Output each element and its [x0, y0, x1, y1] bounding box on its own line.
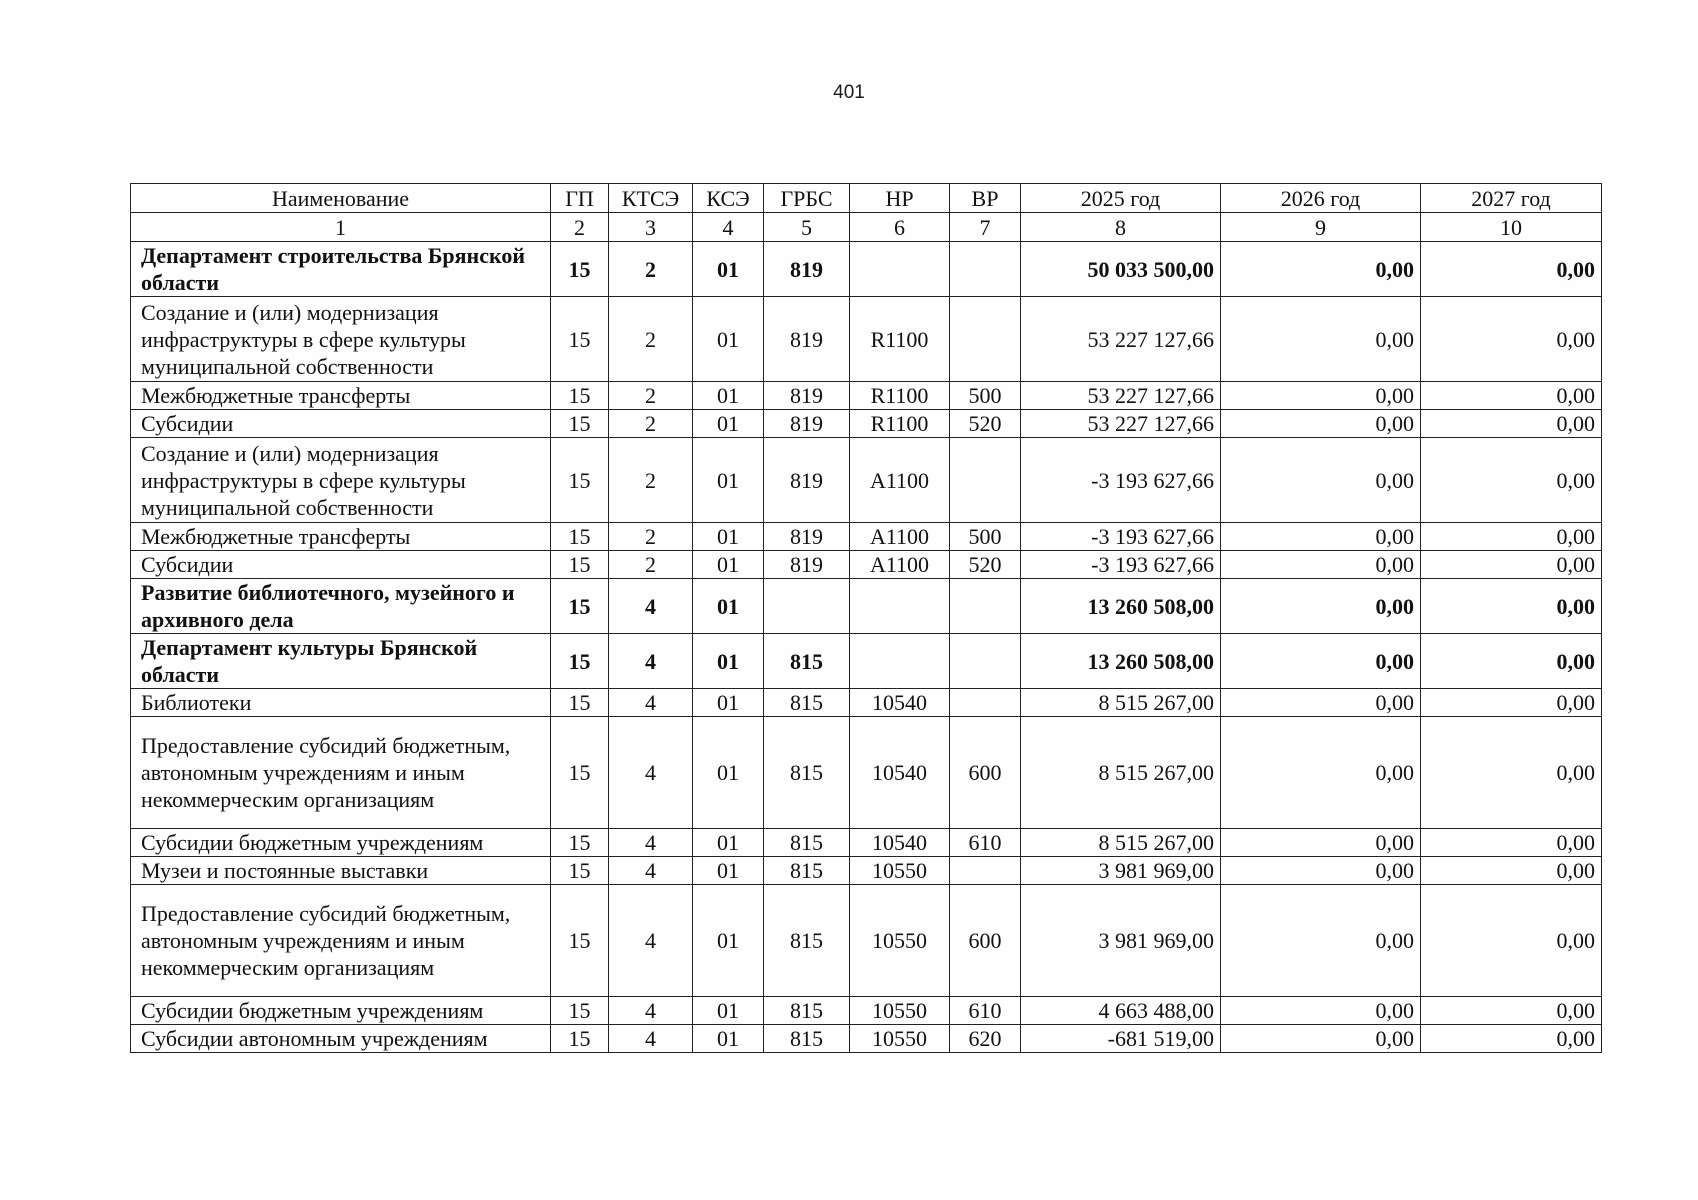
row-kse: 01 — [693, 997, 764, 1025]
row-kse: 01 — [693, 579, 764, 634]
row-ktse: 4 — [609, 857, 693, 885]
row-ktse: 4 — [609, 1025, 693, 1053]
row-2026: 0,00 — [1221, 579, 1421, 634]
row-vr: 500 — [950, 382, 1021, 410]
row-nr — [850, 242, 950, 297]
row-kse: 01 — [693, 410, 764, 438]
row-grbs: 819 — [764, 438, 850, 523]
row-grbs: 815 — [764, 717, 850, 829]
row-2026: 0,00 — [1221, 689, 1421, 717]
row-nr: 10540 — [850, 717, 950, 829]
row-ktse: 4 — [609, 579, 693, 634]
column-index: 8 — [1021, 213, 1221, 242]
row-vr: 520 — [950, 410, 1021, 438]
row-vr — [950, 689, 1021, 717]
row-gp: 15 — [551, 242, 609, 297]
row-vr: 520 — [950, 551, 1021, 579]
row-2027: 0,00 — [1421, 438, 1602, 523]
row-gp: 15 — [551, 382, 609, 410]
row-nr: A1100 — [850, 523, 950, 551]
row-gp: 15 — [551, 689, 609, 717]
column-index: 6 — [850, 213, 950, 242]
header-nr: НР — [850, 184, 950, 213]
table-row — [131, 410, 1602, 438]
row-2026: 0,00 — [1221, 1025, 1421, 1053]
row-2026: 0,00 — [1221, 438, 1421, 523]
row-grbs: 815 — [764, 997, 850, 1025]
row-nr — [850, 579, 950, 634]
row-2025: 3 981 969,00 — [1021, 885, 1221, 997]
row-kse: 01 — [693, 634, 764, 689]
row-2025: 13 260 508,00 — [1021, 634, 1221, 689]
row-2027: 0,00 — [1421, 997, 1602, 1025]
row-2026: 0,00 — [1221, 410, 1421, 438]
row-vr: 500 — [950, 523, 1021, 551]
row-2025: 8 515 267,00 — [1021, 717, 1221, 829]
row-ktse: 2 — [609, 438, 693, 523]
header-grbs: ГРБС — [764, 184, 850, 213]
table-row — [131, 523, 1602, 551]
row-vr: 610 — [950, 997, 1021, 1025]
row-ktse: 2 — [609, 523, 693, 551]
row-ktse: 4 — [609, 634, 693, 689]
row-nr: 10550 — [850, 1025, 950, 1053]
row-grbs: 819 — [764, 410, 850, 438]
row-2025: 53 227 127,66 — [1021, 410, 1221, 438]
row-gp: 15 — [551, 523, 609, 551]
row-gp: 15 — [551, 410, 609, 438]
row-gp: 15 — [551, 1025, 609, 1053]
row-2025: -3 193 627,66 — [1021, 551, 1221, 579]
page-number: 401 — [833, 82, 865, 103]
row-kse: 01 — [693, 438, 764, 523]
row-ktse: 4 — [609, 997, 693, 1025]
table-row — [131, 242, 1602, 297]
row-kse: 01 — [693, 689, 764, 717]
row-vr: 610 — [950, 829, 1021, 857]
row-grbs: 815 — [764, 634, 850, 689]
row-ktse: 2 — [609, 551, 693, 579]
row-name: Предоставление субсидий бюджетным, автономным учреждениям и иным некоммерческим организациям — [131, 885, 551, 997]
row-nr: 10550 — [850, 885, 950, 997]
row-gp: 15 — [551, 634, 609, 689]
row-grbs — [764, 579, 850, 634]
row-2026: 0,00 — [1221, 523, 1421, 551]
table-row — [131, 1025, 1602, 1053]
table-row — [131, 579, 1602, 634]
row-grbs: 815 — [764, 857, 850, 885]
row-ktse: 2 — [609, 382, 693, 410]
table-row — [131, 689, 1602, 717]
row-2026: 0,00 — [1221, 857, 1421, 885]
row-ktse: 4 — [609, 689, 693, 717]
row-gp: 15 — [551, 997, 609, 1025]
column-index: 10 — [1421, 213, 1602, 242]
row-2025: 4 663 488,00 — [1021, 997, 1221, 1025]
row-name: Департамент строительства Брянской области — [131, 242, 551, 297]
row-grbs: 815 — [764, 689, 850, 717]
row-ktse: 4 — [609, 885, 693, 997]
row-2025: 53 227 127,66 — [1021, 382, 1221, 410]
row-grbs: 819 — [764, 551, 850, 579]
row-kse: 01 — [693, 242, 764, 297]
row-vr — [950, 634, 1021, 689]
row-2025: 50 033 500,00 — [1021, 242, 1221, 297]
column-index: 4 — [693, 213, 764, 242]
column-index: 9 — [1221, 213, 1421, 242]
row-name: Межбюджетные трансферты — [131, 523, 551, 551]
header-name: Наименование — [131, 184, 551, 213]
row-2026: 0,00 — [1221, 551, 1421, 579]
table-row — [131, 551, 1602, 579]
row-vr — [950, 438, 1021, 523]
row-2027: 0,00 — [1421, 634, 1602, 689]
row-2026: 0,00 — [1221, 829, 1421, 857]
row-2026: 0,00 — [1221, 885, 1421, 997]
row-kse: 01 — [693, 297, 764, 382]
table-row — [131, 885, 1602, 997]
row-grbs: 815 — [764, 829, 850, 857]
row-nr: R1100 — [850, 410, 950, 438]
table-row — [131, 717, 1602, 829]
table-row — [131, 382, 1602, 410]
row-kse: 01 — [693, 382, 764, 410]
header-row — [131, 184, 1602, 213]
row-nr — [850, 634, 950, 689]
row-2027: 0,00 — [1421, 297, 1602, 382]
row-2025: -681 519,00 — [1021, 1025, 1221, 1053]
row-2025: -3 193 627,66 — [1021, 523, 1221, 551]
column-index: 1 — [131, 213, 551, 242]
table-row — [131, 634, 1602, 689]
row-gp: 15 — [551, 857, 609, 885]
row-kse: 01 — [693, 857, 764, 885]
row-grbs: 815 — [764, 1025, 850, 1053]
row-name: Межбюджетные трансферты — [131, 382, 551, 410]
row-vr: 600 — [950, 885, 1021, 997]
row-kse: 01 — [693, 885, 764, 997]
table-row — [131, 997, 1602, 1025]
row-2026: 0,00 — [1221, 634, 1421, 689]
row-gp: 15 — [551, 551, 609, 579]
row-2025: 8 515 267,00 — [1021, 689, 1221, 717]
table-row — [131, 829, 1602, 857]
column-index: 5 — [764, 213, 850, 242]
row-nr: 10550 — [850, 857, 950, 885]
row-2027: 0,00 — [1421, 857, 1602, 885]
column-index: 7 — [950, 213, 1021, 242]
row-gp: 15 — [551, 297, 609, 382]
table-row — [131, 857, 1602, 885]
table-row — [131, 438, 1602, 523]
row-2025: 3 981 969,00 — [1021, 857, 1221, 885]
row-2025: 13 260 508,00 — [1021, 579, 1221, 634]
row-nr: A1100 — [850, 551, 950, 579]
row-nr: R1100 — [850, 297, 950, 382]
budget-table — [130, 183, 1602, 1053]
row-gp: 15 — [551, 885, 609, 997]
row-ktse: 4 — [609, 829, 693, 857]
row-2026: 0,00 — [1221, 382, 1421, 410]
table-row — [131, 297, 1602, 382]
row-2026: 0,00 — [1221, 297, 1421, 382]
row-ktse: 4 — [609, 717, 693, 829]
row-name: Музеи и постоянные выставки — [131, 857, 551, 885]
row-2027: 0,00 — [1421, 717, 1602, 829]
row-nr: 10540 — [850, 829, 950, 857]
column-index: 3 — [609, 213, 693, 242]
row-name: Субсидии автономным учреждениям — [131, 1025, 551, 1053]
row-kse: 01 — [693, 551, 764, 579]
row-kse: 01 — [693, 523, 764, 551]
header-2025: 2025 год — [1021, 184, 1221, 213]
row-vr — [950, 242, 1021, 297]
row-grbs: 819 — [764, 382, 850, 410]
row-name: Создание и (или) модернизация инфраструктуры в сфере культуры муниципальной собственности — [131, 438, 551, 523]
row-vr: 600 — [950, 717, 1021, 829]
row-gp: 15 — [551, 717, 609, 829]
row-kse: 01 — [693, 1025, 764, 1053]
row-name: Развитие библиотечного, музейного и архивного дела — [131, 579, 551, 634]
row-name: Субсидии бюджетным учреждениям — [131, 829, 551, 857]
row-2027: 0,00 — [1421, 242, 1602, 297]
row-2026: 0,00 — [1221, 717, 1421, 829]
row-grbs: 819 — [764, 242, 850, 297]
row-2027: 0,00 — [1421, 829, 1602, 857]
row-2027: 0,00 — [1421, 410, 1602, 438]
header-gp: ГП — [551, 184, 609, 213]
row-2027: 0,00 — [1421, 579, 1602, 634]
row-nr: 10550 — [850, 997, 950, 1025]
row-2027: 0,00 — [1421, 551, 1602, 579]
row-2027: 0,00 — [1421, 1025, 1602, 1053]
row-grbs: 815 — [764, 885, 850, 997]
row-vr — [950, 579, 1021, 634]
row-2025: -3 193 627,66 — [1021, 438, 1221, 523]
header-2026: 2026 год — [1221, 184, 1421, 213]
row-vr — [950, 857, 1021, 885]
row-name: Субсидии — [131, 410, 551, 438]
header-vr: ВР — [950, 184, 1021, 213]
row-name: Субсидии бюджетным учреждениям — [131, 997, 551, 1025]
row-name: Создание и (или) модернизация инфраструктуры в сфере культуры муниципальной собственности — [131, 297, 551, 382]
row-2025: 53 227 127,66 — [1021, 297, 1221, 382]
header-ktse: КТСЭ — [609, 184, 693, 213]
row-2027: 0,00 — [1421, 523, 1602, 551]
row-2027: 0,00 — [1421, 382, 1602, 410]
row-gp: 15 — [551, 579, 609, 634]
header-kse: КСЭ — [693, 184, 764, 213]
row-grbs: 819 — [764, 523, 850, 551]
row-2025: 8 515 267,00 — [1021, 829, 1221, 857]
row-name: Департамент культуры Брянской области — [131, 634, 551, 689]
row-vr: 620 — [950, 1025, 1021, 1053]
row-gp: 15 — [551, 438, 609, 523]
row-2026: 0,00 — [1221, 242, 1421, 297]
row-name: Библиотеки — [131, 689, 551, 717]
row-2027: 0,00 — [1421, 885, 1602, 997]
row-2026: 0,00 — [1221, 997, 1421, 1025]
row-vr — [950, 297, 1021, 382]
header-2027: 2027 год — [1421, 184, 1602, 213]
row-grbs: 819 — [764, 297, 850, 382]
row-kse: 01 — [693, 829, 764, 857]
row-nr: 10540 — [850, 689, 950, 717]
column-index-row — [131, 213, 1602, 242]
row-2027: 0,00 — [1421, 689, 1602, 717]
row-kse: 01 — [693, 717, 764, 829]
row-nr: R1100 — [850, 382, 950, 410]
row-name: Субсидии — [131, 551, 551, 579]
row-ktse: 2 — [609, 242, 693, 297]
column-index: 2 — [551, 213, 609, 242]
row-ktse: 2 — [609, 297, 693, 382]
row-name: Предоставление субсидий бюджетным, автономным учреждениям и иным некоммерческим организациям — [131, 717, 551, 829]
row-gp: 15 — [551, 829, 609, 857]
row-ktse: 2 — [609, 410, 693, 438]
row-nr: A1100 — [850, 438, 950, 523]
